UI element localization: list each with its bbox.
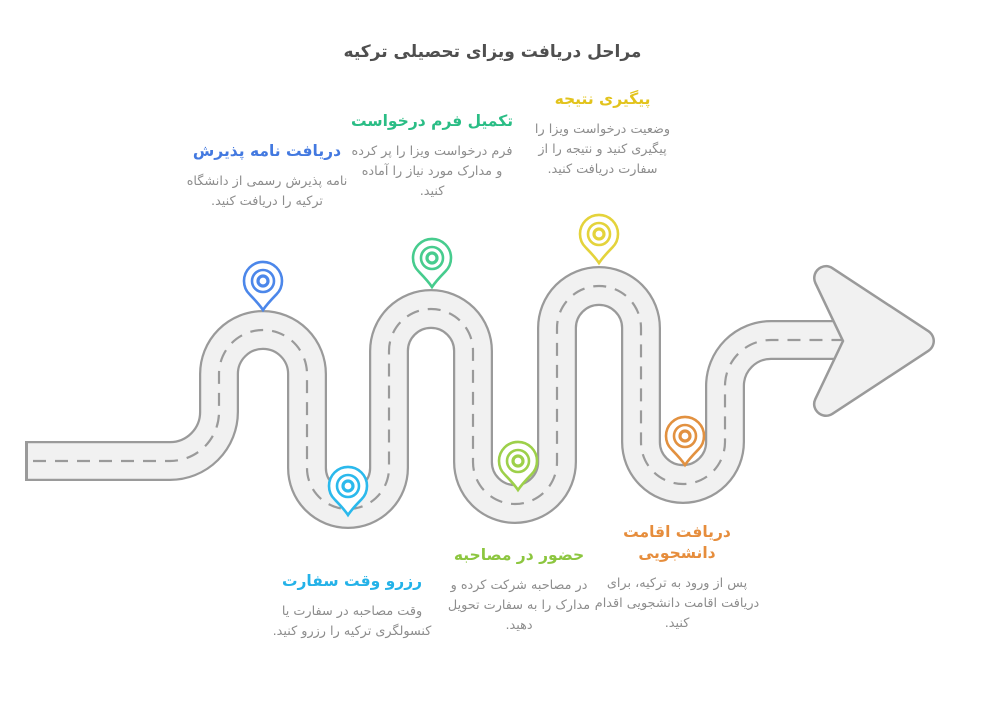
- step-description: وقت مصاحبه در سفارت یا کنسولگری ترکیه را رزرو کنید.: [272, 603, 432, 639]
- step-heading: دریافت اقامت دانشجویی: [623, 523, 731, 562]
- step-result-followup: [505, 89, 700, 179]
- step-description: در مصاحبه شرکت کرده و مدارک را به سفارت تحویل دهید.: [447, 577, 591, 633]
- step-heading: تکمیل فرم درخواست: [350, 112, 514, 130]
- step-heading: رزرو وقت سفارت: [281, 572, 423, 590]
- step-heading: حضور در مصاحبه: [453, 546, 585, 564]
- step-description: فرم درخواست ویزا را پر کرده و مدارک مورد نیاز را آماده کنید.: [351, 143, 513, 199]
- pin-result-followup-icon: [580, 215, 618, 263]
- step-student-residence: [577, 522, 777, 633]
- step-application-form: [332, 111, 532, 201]
- road-path: [25, 278, 922, 509]
- step-description: وضعیت درخواست ویزا را پیگیری کنید و نتیجه را از سفارت دریافت کنید.: [534, 121, 671, 177]
- road-surface: [28, 286, 854, 509]
- step-heading: دریافت نامه پذیرش: [192, 142, 342, 160]
- pin-application-form-icon: [413, 239, 451, 287]
- step-heading: پیگیری نتیجه: [554, 90, 651, 108]
- step-description: پس از ورود به ترکیه، برای دریافت اقامت دانشجویی اقدام کنید.: [594, 575, 760, 631]
- step-description: نامه پذیرش رسمی از دانشگاه ترکیه را دریافت کنید.: [186, 173, 348, 209]
- pin-acceptance-letter-icon: [244, 262, 282, 310]
- pin-student-residence-icon: [666, 417, 704, 465]
- page-title: مراحل دریافت ویزای تحصیلی ترکیه: [343, 42, 642, 62]
